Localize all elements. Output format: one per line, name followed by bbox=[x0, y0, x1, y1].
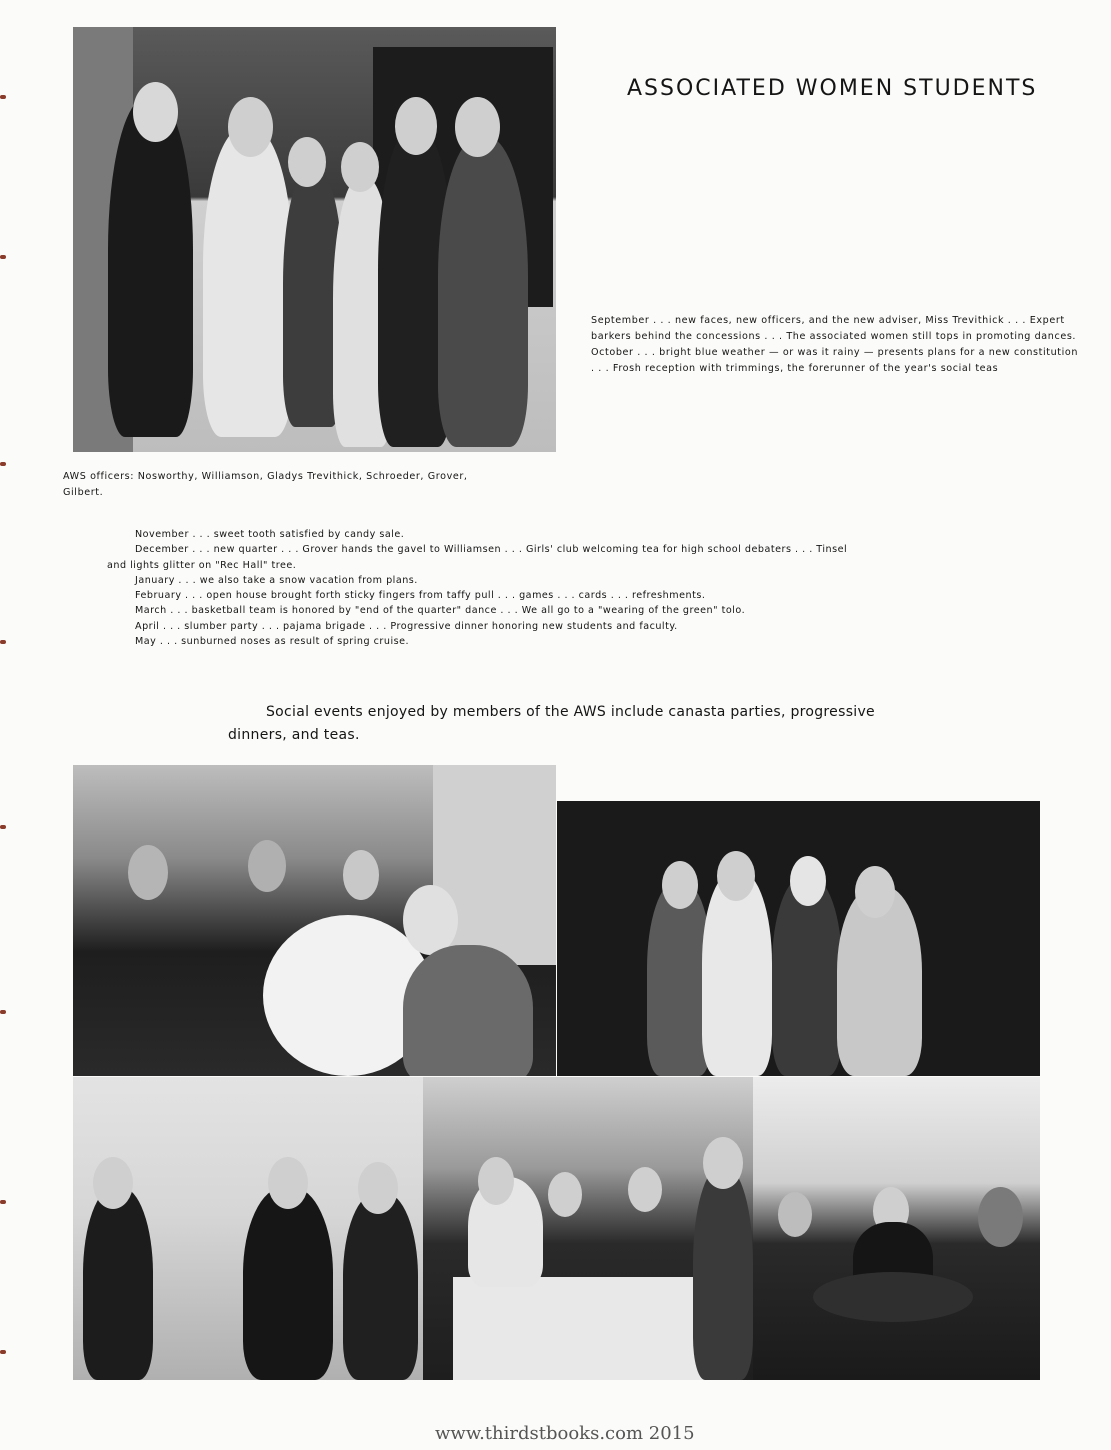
list-item: December . . . new quarter . . . Grover hands the gavel to Williamsen . . . Girls' club welcoming tea for high school debaters . . . Tinsel bbox=[135, 544, 848, 556]
dinner-photo bbox=[423, 1077, 753, 1380]
outdoor-group-photo bbox=[557, 801, 1040, 1076]
binder-mark bbox=[0, 1200, 6, 1204]
intro-text bbox=[563, 313, 1085, 377]
social-caption-line: dinners, and teas. bbox=[228, 727, 360, 743]
binder-mark bbox=[0, 95, 6, 99]
list-item: January . . . we also take a snow vacation from plans. bbox=[135, 574, 418, 586]
binder-mark bbox=[0, 462, 6, 466]
footer-watermark: www.thirdstbooks.com 2015 bbox=[435, 1423, 695, 1444]
list-item: May . . . sunburned noses as result of spring cruise. bbox=[135, 636, 410, 648]
binder-mark bbox=[0, 255, 6, 259]
events-list bbox=[107, 527, 987, 649]
list-item: February . . . open house brought forth sticky fingers from taffy pull . . . games . . . cards . . . refreshments. bbox=[135, 590, 706, 602]
list-item: November . . . sweet tooth satisfied by candy sale. bbox=[135, 529, 405, 540]
officers-caption: AWS officers: Nosworthy, Williamson, Gladys Trevithick, Schroeder, Grover, Gilbert. bbox=[63, 471, 468, 498]
list-item: and lights glitter on "Rec Hall" tree. bbox=[107, 559, 297, 571]
canasta-photo bbox=[753, 1077, 1040, 1380]
officers-photo bbox=[73, 27, 556, 452]
party-room-photo bbox=[73, 1077, 423, 1380]
binder-mark bbox=[0, 1350, 6, 1354]
binder-mark bbox=[0, 825, 6, 829]
intro-paragraph: September . . . new faces, new officers, and the new adviser, Miss Trevithick . . . Expert barkers behind the concessions . . . The associated women still tops in promoting dances. bbox=[591, 315, 1077, 342]
page-title: ASSOCIATED WOMEN STUDENTS bbox=[627, 76, 1038, 101]
tea-party-photo bbox=[73, 765, 556, 1076]
binder-mark bbox=[0, 640, 6, 644]
social-caption bbox=[228, 701, 928, 747]
list-item: March . . . basketball team is honored by "end of the quarter" dance . . . We all go to a "wearing of the green" tolo. bbox=[135, 605, 746, 617]
social-caption-line: Social events enjoyed by members of the AWS include canasta parties, progressive bbox=[266, 704, 875, 720]
intro-paragraph: October . . . bright blue weather — or was it rainy — presents plans for a new constitution . . . Frosh reception with trimmings, the forerunner of the year's social teas bbox=[591, 347, 1079, 374]
binder-mark bbox=[0, 1010, 6, 1014]
list-item: April . . . slumber party . . . pajama brigade . . . Progressive dinner honoring new students and faculty. bbox=[135, 620, 678, 632]
